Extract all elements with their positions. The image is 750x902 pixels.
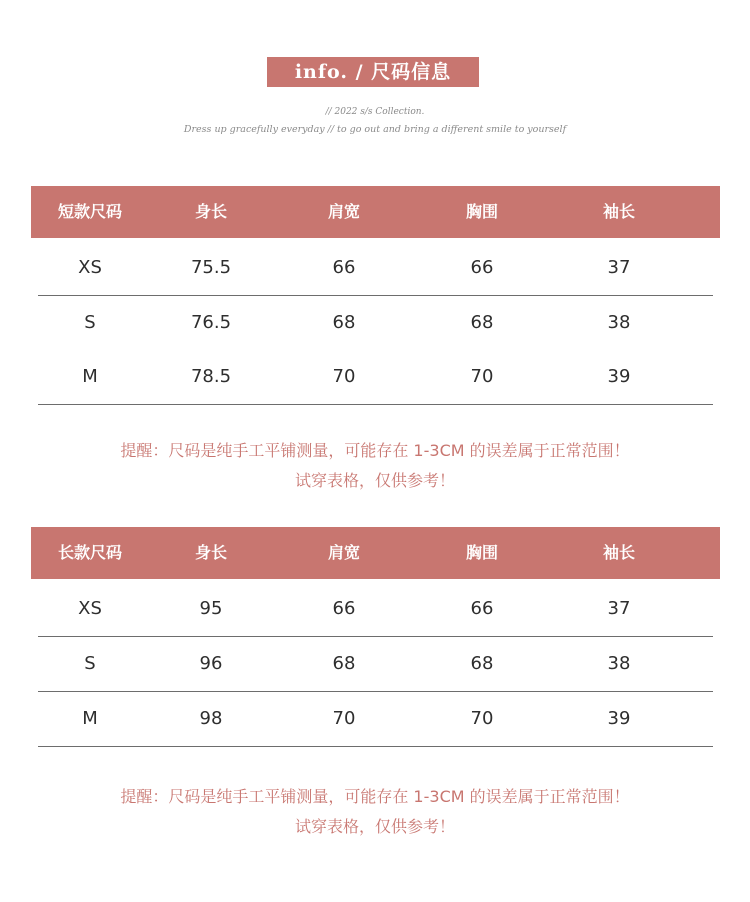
cell-length: 98 [199, 708, 223, 729]
cell-sleeve: 38 [607, 312, 631, 333]
measurement-note [0, 436, 750, 496]
note-line-1: 提醒：尺码是纯手工平铺测量，可能存在 1-3CM 的误差属于正常范围！ [120, 787, 630, 806]
header-shoulder: 肩宽 [327, 202, 360, 221]
cell-size: M [82, 708, 98, 729]
cell-chest: 66 [470, 598, 494, 619]
table-row [38, 296, 713, 350]
table-row [38, 350, 713, 405]
table-header-row [31, 527, 720, 579]
note-line-2: 试穿表格，仅供参考！ [294, 817, 455, 836]
cell-size: S [84, 312, 96, 333]
cell-sleeve: 39 [607, 708, 631, 729]
measurement-note [0, 782, 750, 842]
cell-sleeve: 37 [607, 257, 631, 278]
cell-length: 75.5 [190, 257, 232, 278]
header-sleeve: 袖长 [602, 202, 635, 221]
table-row [38, 692, 713, 747]
table-row [38, 241, 713, 296]
cell-size: XS [78, 598, 102, 619]
cell-sleeve: 38 [607, 653, 631, 674]
cell-chest: 70 [470, 708, 494, 729]
tagline-subtitle: Dress up gracefully everyday // to go out and bring a different smile to yourself [183, 124, 567, 135]
cell-size: S [84, 653, 96, 674]
cell-length: 76.5 [190, 312, 232, 333]
cell-length: 96 [199, 653, 223, 674]
cell-size: M [82, 366, 98, 387]
cell-chest: 66 [470, 257, 494, 278]
header-size: 长款尺码 [57, 543, 122, 562]
cell-length: 78.5 [190, 366, 232, 387]
cell-shoulder: 66 [332, 598, 356, 619]
header-size: 短款尺码 [57, 202, 122, 221]
cell-shoulder: 68 [332, 312, 356, 333]
note-line-1: 提醒：尺码是纯手工平铺测量，可能存在 1-3CM 的误差属于正常范围！ [120, 441, 630, 460]
header-length: 身长 [194, 202, 227, 221]
header-chest: 胸围 [465, 543, 498, 562]
cell-chest: 68 [470, 653, 494, 674]
header-shoulder: 肩宽 [327, 543, 360, 562]
cell-sleeve: 37 [607, 598, 631, 619]
header-length: 身长 [194, 543, 227, 562]
note-line-2: 试穿表格，仅供参考！ [294, 471, 455, 490]
size-table-short [31, 186, 720, 405]
cell-length: 95 [199, 598, 223, 619]
header-sleeve: 袖长 [602, 543, 635, 562]
size-table-long [31, 527, 720, 747]
cell-shoulder: 68 [332, 653, 356, 674]
cell-size: XS [78, 257, 102, 278]
cell-shoulder: 66 [332, 257, 356, 278]
cell-chest: 70 [470, 366, 494, 387]
cell-shoulder: 70 [332, 708, 356, 729]
collection-subtitle: // 2022 s/s Collection. [325, 107, 425, 117]
cell-chest: 68 [470, 312, 494, 333]
header-chest: 胸围 [465, 202, 498, 221]
table-row [38, 637, 713, 692]
page-title: info. / 尺码信息 [267, 57, 479, 87]
cell-sleeve: 39 [607, 366, 631, 387]
cell-shoulder: 70 [332, 366, 356, 387]
table-row [38, 582, 713, 637]
table-header-row [31, 186, 720, 238]
